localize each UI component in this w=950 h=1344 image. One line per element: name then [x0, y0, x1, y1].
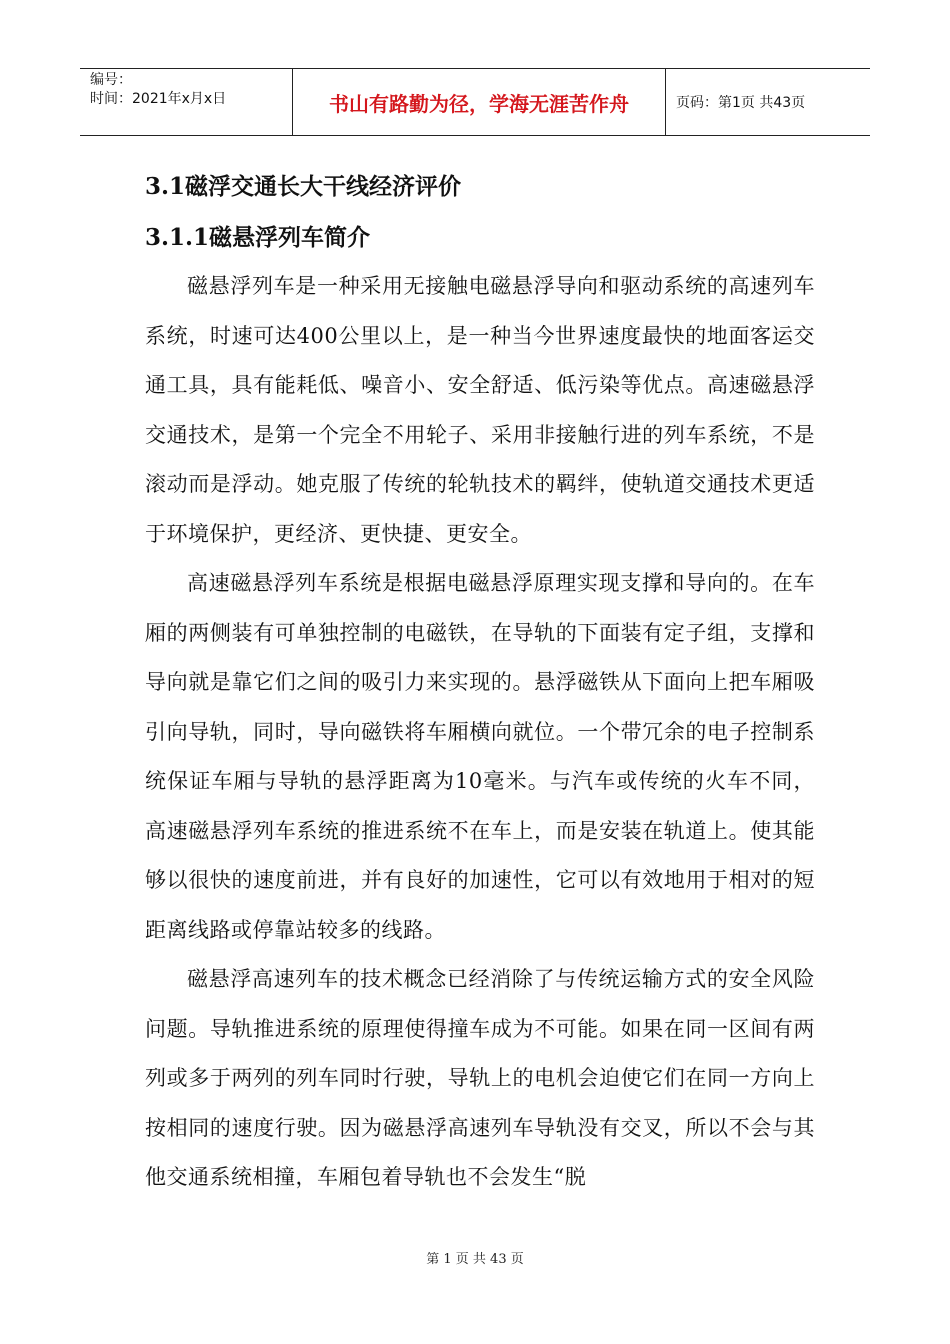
paragraph: 磁悬浮列车是一种采用无接触电磁悬浮导向和驱动系统的高速列车系统，时速可达400公里以上，是一种当今世界速度最快的地面客运交通工具，具有能耗低、噪音小、安全舒适、低污染等优点。高速磁悬浮交通技术，是第一个完全不用轮子、采用非接触行进的列车系统，不是滚动而是浮动。她克服了传统的轮轨技术的羁绊，使轨道交通技术更适于环境保护，更经济、更快捷、更安全。 — [145, 274, 815, 546]
paragraph: 磁悬浮高速列车的技术概念已经消除了与传统运输方式的安全风险问题。导轨推进系统的原理使得撞车成为不可能。如果在同一区间有两列或多于两列的列车同时行驶，导轨上的电机会迫使它们在同一方向上按相同的速度行驶。因为磁悬浮高速列车导轨没有交叉，所以不会与其他交通系统相撞，车厢包着导轨也不会发生“脱 — [145, 967, 815, 1189]
header-page-info: 页码：第1页 共43页 — [676, 95, 806, 111]
body-text — [145, 262, 815, 1203]
date-line: 时间：2021年x月x日 — [90, 91, 227, 107]
header-meta — [80, 69, 293, 135]
paragraph: 高速磁悬浮列车系统是根据电磁悬浮原理实现支撑和导向的。在车厢的两侧装有可单独控制的电磁铁，在导轨的下面装有定子组，支撑和导向就是靠它们之间的吸引力来实现的。悬浮磁铁从下面向上把车厢吸引向导轨，同时，导向磁铁将车厢横向就位。一个带冗余的电子控制系统保证车厢与导轨的悬浮距离为10毫米。与汽车或传统的火车不同，高速磁悬浮列车系统的推进系统不在车上，而是安装在轨道上。使其能够以很快的速度前进，并有良好的加速性，它可以有效地用于相对的短距离线路或停靠站较多的线路。 — [145, 571, 815, 942]
header-motto: 书山有路勤为径，学海无涯苦作舟 — [293, 69, 666, 135]
section-title: 3.1磁浮交通长大干线经济评价 — [145, 173, 462, 200]
subsection-title: 3.1.1磁悬浮列车简介 — [145, 224, 371, 251]
page-header — [80, 68, 870, 136]
page-footer: 第 1 页 共 43 页 — [426, 1252, 524, 1267]
number-label: 编号： — [90, 72, 132, 88]
